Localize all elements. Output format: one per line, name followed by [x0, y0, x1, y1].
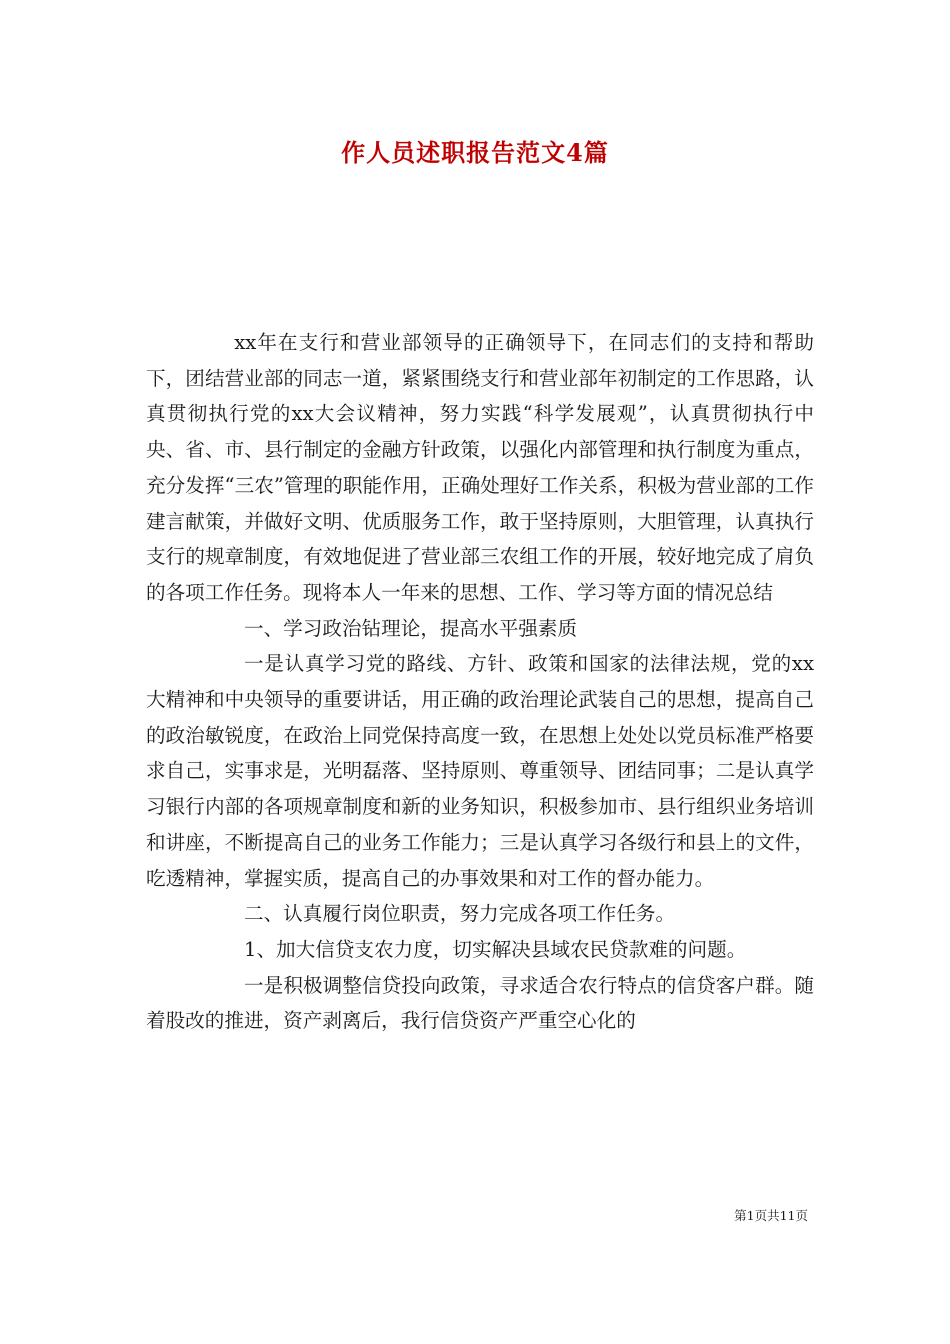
paragraph-credit: 一是积极调整信贷投向政策，寻求适合农行特点的信贷客户群。随着股改的推进，资产剥离后，我行信贷资产严重空心化的: [146, 973, 814, 1033]
document-body: [146, 325, 814, 1039]
paragraph-study: 一是认真学习党的路线、方针、政策和国家的法律法规，党的xx大精神和中央领导的重要讲话，用正确的政治理论武装自己的思想，提高自己的政治敏锐度，在政治上同党保持高度一致，在思想上处处以党员标准严格要求自己，实事求是，光明磊落、坚持原则、尊重领导、团结同事；二是认真学习银行内部的各项规章制度和新的业务知识，积极参加市、县行组织业务培训和讲座，不断提高自己的业务工作能力；三是认真学习各级行和县上的文件，吃透精神，掌握实质，提高自己的办事效果和对工作的督办能力。: [146, 652, 814, 890]
page-number-footer: 第1页共11页: [734, 1208, 808, 1223]
subheading-credit: 1、加大信贷支农力度，切实解决县域农民贷款难的问题。: [244, 937, 747, 961]
section-heading-2: 二、认真履行岗位职责，努力完成各项工作任务。: [244, 902, 676, 926]
section-heading-1: 一、学习政治钻理论，提高水平强素质: [244, 616, 578, 640]
paragraph-intro: xx年在支行和营业部领导的正确领导下，在同志们的支持和帮助下，团结营业部的同志一道，紧紧围绕支行和营业部年初制定的工作思路，认真贯彻执行党的xx大会议精神，努力实践“科学发展观”，认真贯彻执行中央、省、市、县行制定的金融方针政策，以强化内部管理和执行制度为重点，充分发挥“三农”管理的职能作用，正确处理好工作关系，积极为营业部的工作建言献策，并做好文明、优质服务工作，敢于坚持原则，大胆管理，认真执行支行的规章制度，有效地促进了营业部三农组工作的开展，较好地完成了肩负的各项工作任务。现将本人一年来的思想、工作、学习等方面的情况总结: [146, 331, 814, 604]
document-title: 作人员述职报告范文4篇: [341, 138, 609, 167]
